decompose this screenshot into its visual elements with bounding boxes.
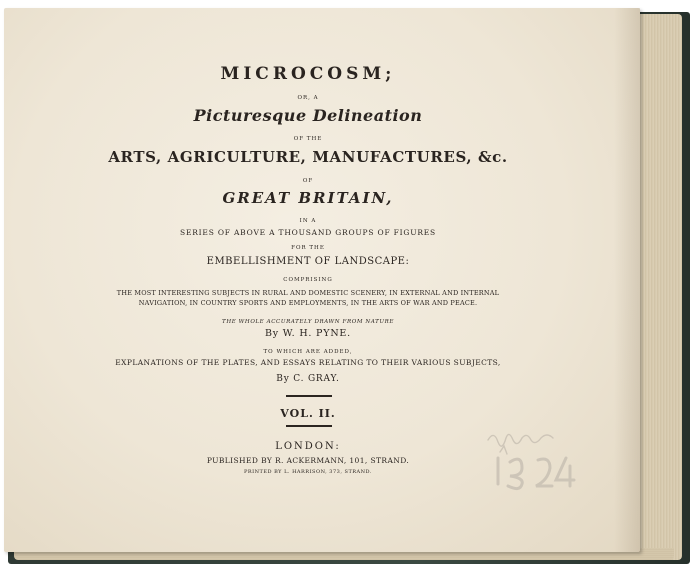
- rule-below-volume: [286, 425, 332, 427]
- imprint-city: LONDON:: [275, 441, 341, 452]
- embellishment-line: EMBELLISHMENT OF LANDSCAPE:: [206, 256, 410, 267]
- contents-line-2: NAVIGATION, IN COUNTRY SPORTS AND EMPLOYMENTS, IN THE ARTS OF WAR AND PEACE.: [138, 299, 478, 307]
- volume-number: VOL. II.: [280, 407, 336, 420]
- rule-above-volume: [286, 395, 332, 397]
- subtitle-blackletter: Picturesque Delineation: [193, 106, 423, 125]
- printer-line: PRINTED BY L. HARRISON, 373, STRAND.: [244, 469, 372, 475]
- or-a-line: OR, A: [297, 95, 319, 101]
- title-page: [4, 8, 640, 552]
- essayist-line: By C. GRAY.: [276, 374, 340, 384]
- subjects-line: ARTS, AGRICULTURE, MANUFACTURES, &c.: [108, 148, 508, 166]
- for-the-line: FOR THE: [291, 245, 325, 251]
- pencil-inscription: [480, 422, 610, 502]
- author-line: By W. H. PYNE.: [265, 328, 351, 339]
- publisher-line: PUBLISHED BY R. ACKERMANN, 101, STRAND.: [206, 456, 410, 465]
- drawn-from-nature-line: THE WHOLE ACCURATELY DRAWN FROM NATURE: [222, 319, 394, 325]
- comprising-line: COMPRISING: [283, 277, 333, 283]
- to-which-added-line: TO WHICH ARE ADDED,: [263, 349, 353, 355]
- series-line: SERIES OF ABOVE A THOUSAND GROUPS OF FIGURES: [180, 228, 436, 237]
- contents-line-1: THE MOST INTERESTING SUBJECTS IN RURAL AND DOMESTIC SCENERY, IN EXTERNAL AND INTERNAL: [116, 289, 500, 297]
- in-a-line: IN A: [299, 218, 317, 224]
- of-the-line: OF THE: [293, 136, 323, 142]
- book-title: MICROCOSM;: [220, 64, 396, 84]
- explanations-line: EXPLANATIONS OF THE PLATES, AND ESSAYS RELATING TO THEIR VARIOUS SUBJECTS,: [115, 358, 501, 367]
- country-line: GREAT BRITAIN,: [222, 189, 394, 207]
- of-line: OF: [302, 178, 314, 184]
